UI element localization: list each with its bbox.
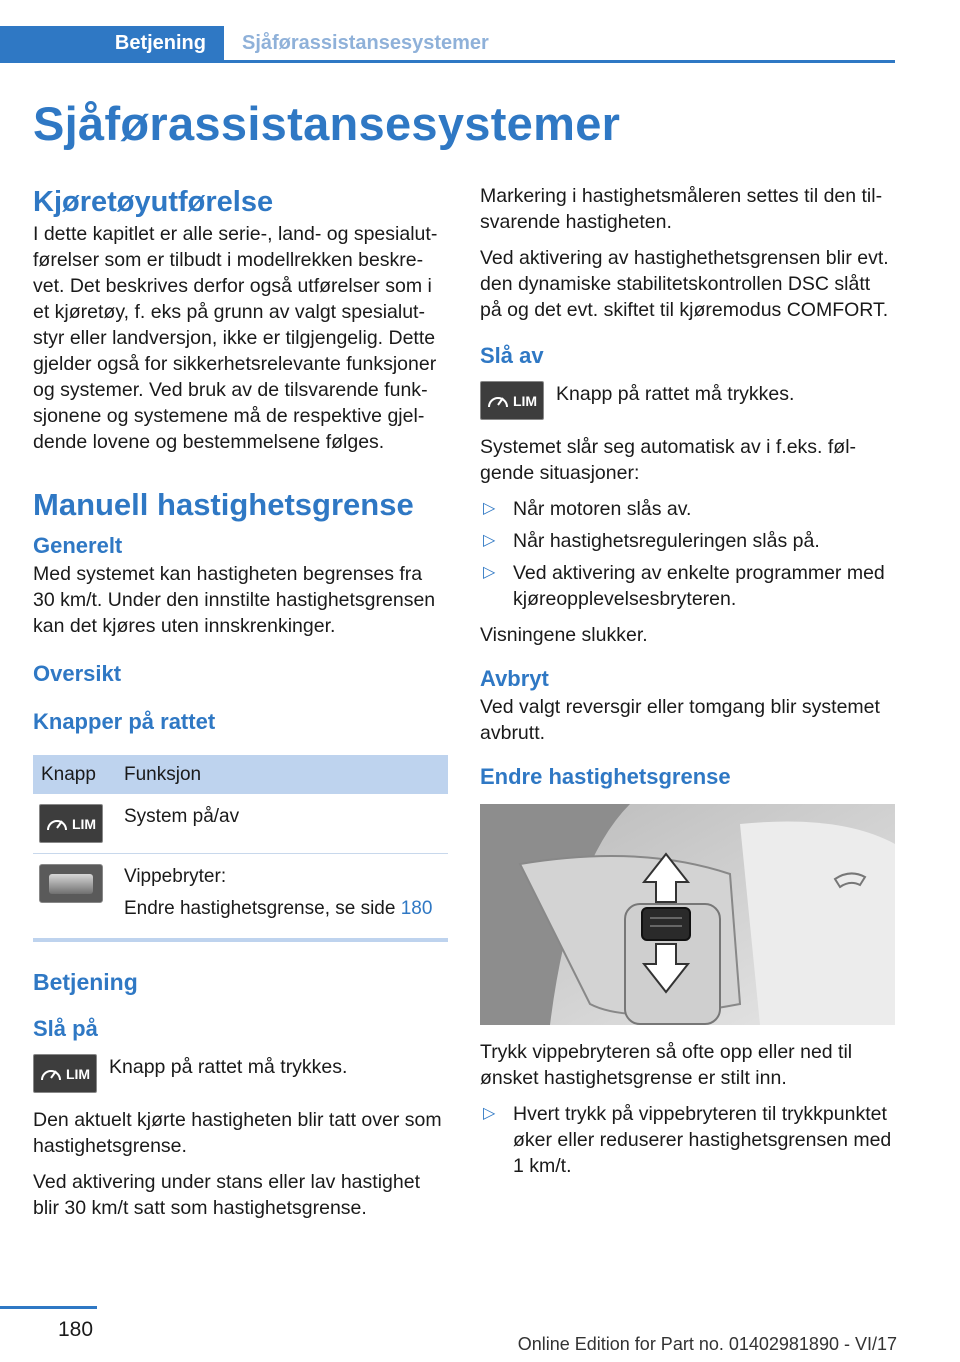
tab-driver-assistance[interactable]: Sjåførassistansesystemer [242,31,489,54]
heading-manual-speed-limit: Manuell hastighetsgrense [33,487,414,522]
page-number: 180 [58,1318,94,1341]
switch-off-list [480,496,895,612]
table-row [33,794,448,854]
heading-operation: Betjening [33,969,138,995]
switch-off-paragraph: Systemet slår seg automatisk av i f.eks. følgende situasjoner: [480,436,857,484]
heading-general: Generelt [33,533,123,558]
heading-switch-off: Slå av [480,343,544,368]
activation-paragraph: Ved aktivering av hastighethetsgrensen blir evt. den dynamiske stabilitetskontrollen DSC slått på og det evt. skiftet til kjøremodus COMFORT. [480,247,889,321]
list-item: ▷ Ved aktivering av enkelte programmer med kjøreopplevelsesbryteren. [483,562,885,610]
displays-off-text: Visningene slukker. [480,624,648,646]
switch-on-paragraph: Den aktuelt kjørte hastigheten blir tatt over som hastighetsgrense. [33,1109,442,1157]
list-item: ▷ Når motoren slås av. [483,498,692,520]
list-item: ▷ Hvert trykk på vippebryteren til trykkpunktet øker eller reduserer hastighetsgrensen med 1 km/t. [483,1103,892,1177]
buttons-table [33,755,448,932]
lim-button-icon: LIM [480,381,544,420]
page-number-rule [0,1306,97,1309]
change-paragraph: Trykk vippebryteren så ofte opp eller ned til ønsket hastighetsgrense er stilt inn. [480,1041,853,1089]
list-item: ▷ Når hastighetsreguleringen slås på. [483,530,820,552]
heading-vehicle-version: Kjøretøyutførelse [33,186,274,218]
table-header-function: Funksjon [116,755,448,794]
rocker-switch-icon [39,864,103,903]
change-list [480,1101,895,1179]
switch-off-instruction [480,381,895,420]
cancel-text: Ved valgt reversgir eller tomgang blir systemet avbrutt. [480,696,880,744]
heading-overview: Oversikt [33,661,122,686]
table-cell-function: Vippebryter: Endre hastighetsgrense, se side 180 [124,866,433,919]
tab-betjening[interactable]: Betjening [0,26,224,60]
page-link[interactable]: 180 [400,898,433,919]
table-row [33,854,448,933]
right-column [480,183,895,1189]
table-cell-function: System på/av [116,794,448,854]
table-bottom-rule [33,938,448,942]
switch-on-text: Knapp på rattet må trykkes. [109,1056,348,1078]
switch-off-text: Knapp på rattet må trykkes. [556,383,795,405]
heading-change-speed-limit: Endre hastighetsgrense [480,764,731,789]
switch-on-instruction [33,1054,448,1093]
general-text: Med systemet kan hastigheten begrenses fra 30 km/t. Under den innstilte hastighetsgrensen kan det kjøres uten innskrenkinger. [33,563,436,637]
heading-cancel: Avbryt [480,666,549,691]
left-column [33,183,448,1231]
lim-button-icon: LIM [39,804,103,843]
lim-button-icon: LIM [33,1054,97,1093]
page-title: Sjåførassistansesystemer [33,97,621,150]
heading-switch-on: Slå på [33,1016,98,1041]
heading-steering-buttons: Knapper på rattet [33,709,216,734]
switch-on-paragraph: Ved aktivering under stans eller lav hastighet blir 30 km/t satt som hastighetsgrense. [33,1171,420,1219]
header-tabbar [0,26,895,63]
table-header-button: Knapp [33,755,116,794]
steering-wheel-rocker-image [480,804,895,1025]
footer-edition: Online Edition for Part no. 01402981890 - VI/17 [517,1334,897,1354]
vehicle-version-text: I dette kapitlet er alle serie-, land- og spesialutførelser som er tilbudt i modellrekken beskrevet. Det beskrives derfor også utførelser som i et kjøretøy, f. eks på grunn av valgt spesialutstyr eller landversjon, ikke er tilgjengelig. Dette gjelder også for sikkerhetsrelevante funksjoner og systemer. Ved bruk av de tilsvarende funksjonene og systemene må de respektive gjeldende lovene og bestemmelsene følges. [33,223,438,453]
marking-paragraph: Markering i hastighetsmåleren settes til den tilsvarende hastigheten. [480,185,883,233]
